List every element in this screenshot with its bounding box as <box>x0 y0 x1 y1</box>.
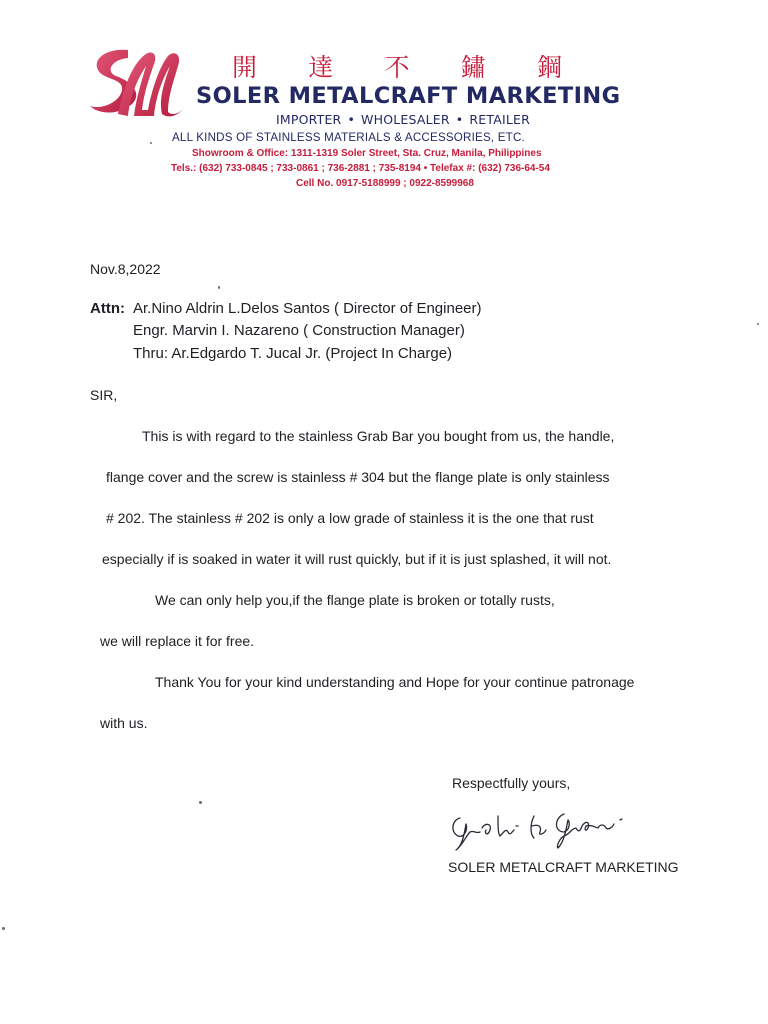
body-line: This is with regard to the stainless Grab Bar you bought from us, the handle, <box>142 428 615 444</box>
chinese-company-name <box>232 50 562 82</box>
chinese-char: 達 <box>308 53 334 82</box>
tagline-item: RETAILER <box>469 112 530 127</box>
scan-speck <box>199 801 202 804</box>
recipient-line: Engr. Marvin I. Nazareno ( Construction Manager) <box>133 322 465 339</box>
body-line: especially if is soaked in water it will rust quickly, but if it is just splashed, it will not. <box>102 551 612 567</box>
cell-numbers: Cell No. 0917-5188999 ; 0922-8599968 <box>296 178 474 189</box>
body-line: we will replace it for free. <box>100 633 255 649</box>
handwritten-signature-icon <box>446 806 636 852</box>
chinese-char: 開 <box>232 53 258 82</box>
scan-speck <box>757 323 759 325</box>
body-line: Thank You for your kind understanding and Hope for your continue patronage <box>155 674 635 690</box>
telephone-numbers: Tels.: (632) 733-0845 ; 733-0861 ; 736-2881 ; 735-8194 • Telefax #: (632) 736-64-54 <box>171 163 550 174</box>
business-tagline <box>276 112 530 127</box>
company-name: SOLER METALCRAFT MARKETING <box>196 83 621 109</box>
tagline-item: IMPORTER <box>276 112 342 127</box>
scan-speck <box>150 142 152 144</box>
closing: Respectfully yours, <box>452 775 571 791</box>
body-line: We can only help you,if the flange plate is broken or totally rusts, <box>155 592 555 608</box>
chinese-char: 鋼 <box>536 53 562 82</box>
scan-speck <box>218 286 220 289</box>
showroom-address: Showroom & Office: 1311-1319 Soler Street, Sta. Cruz, Manila, Philippines <box>192 148 542 159</box>
body-line: # 202. The stainless # 202 is only a low grade of stainless it is the one that rust <box>106 510 594 526</box>
chinese-char: 不 <box>384 53 410 82</box>
chinese-char: 鏽 <box>460 53 486 82</box>
letter-date: Nov.8,2022 <box>90 261 161 277</box>
scan-speck <box>2 927 5 930</box>
salutation: SIR, <box>90 387 118 403</box>
recipient-line: Thru: Ar.Edgardo T. Jucal Jr. (Project In Charge) <box>133 345 453 362</box>
body-line: flange cover and the screw is stainless # 304 but the flange plate is only stainless <box>106 469 610 485</box>
company-logo <box>88 44 188 120</box>
attn-label: Attn: <box>90 300 125 317</box>
tagline-item: WHOLESALER <box>361 112 450 127</box>
signer-company: SOLER METALCRAFT MARKETING <box>448 859 679 875</box>
recipient-line: Ar.Nino Aldrin L.Delos Santos ( Director of Engineer) <box>133 300 482 317</box>
body-line: with us. <box>100 715 148 731</box>
bullet-separator: • <box>455 112 464 127</box>
business-description: ALL KINDS OF STAINLESS MATERIALS & ACCESSORIES, ETC. <box>172 131 525 144</box>
bullet-separator: • <box>347 112 356 127</box>
